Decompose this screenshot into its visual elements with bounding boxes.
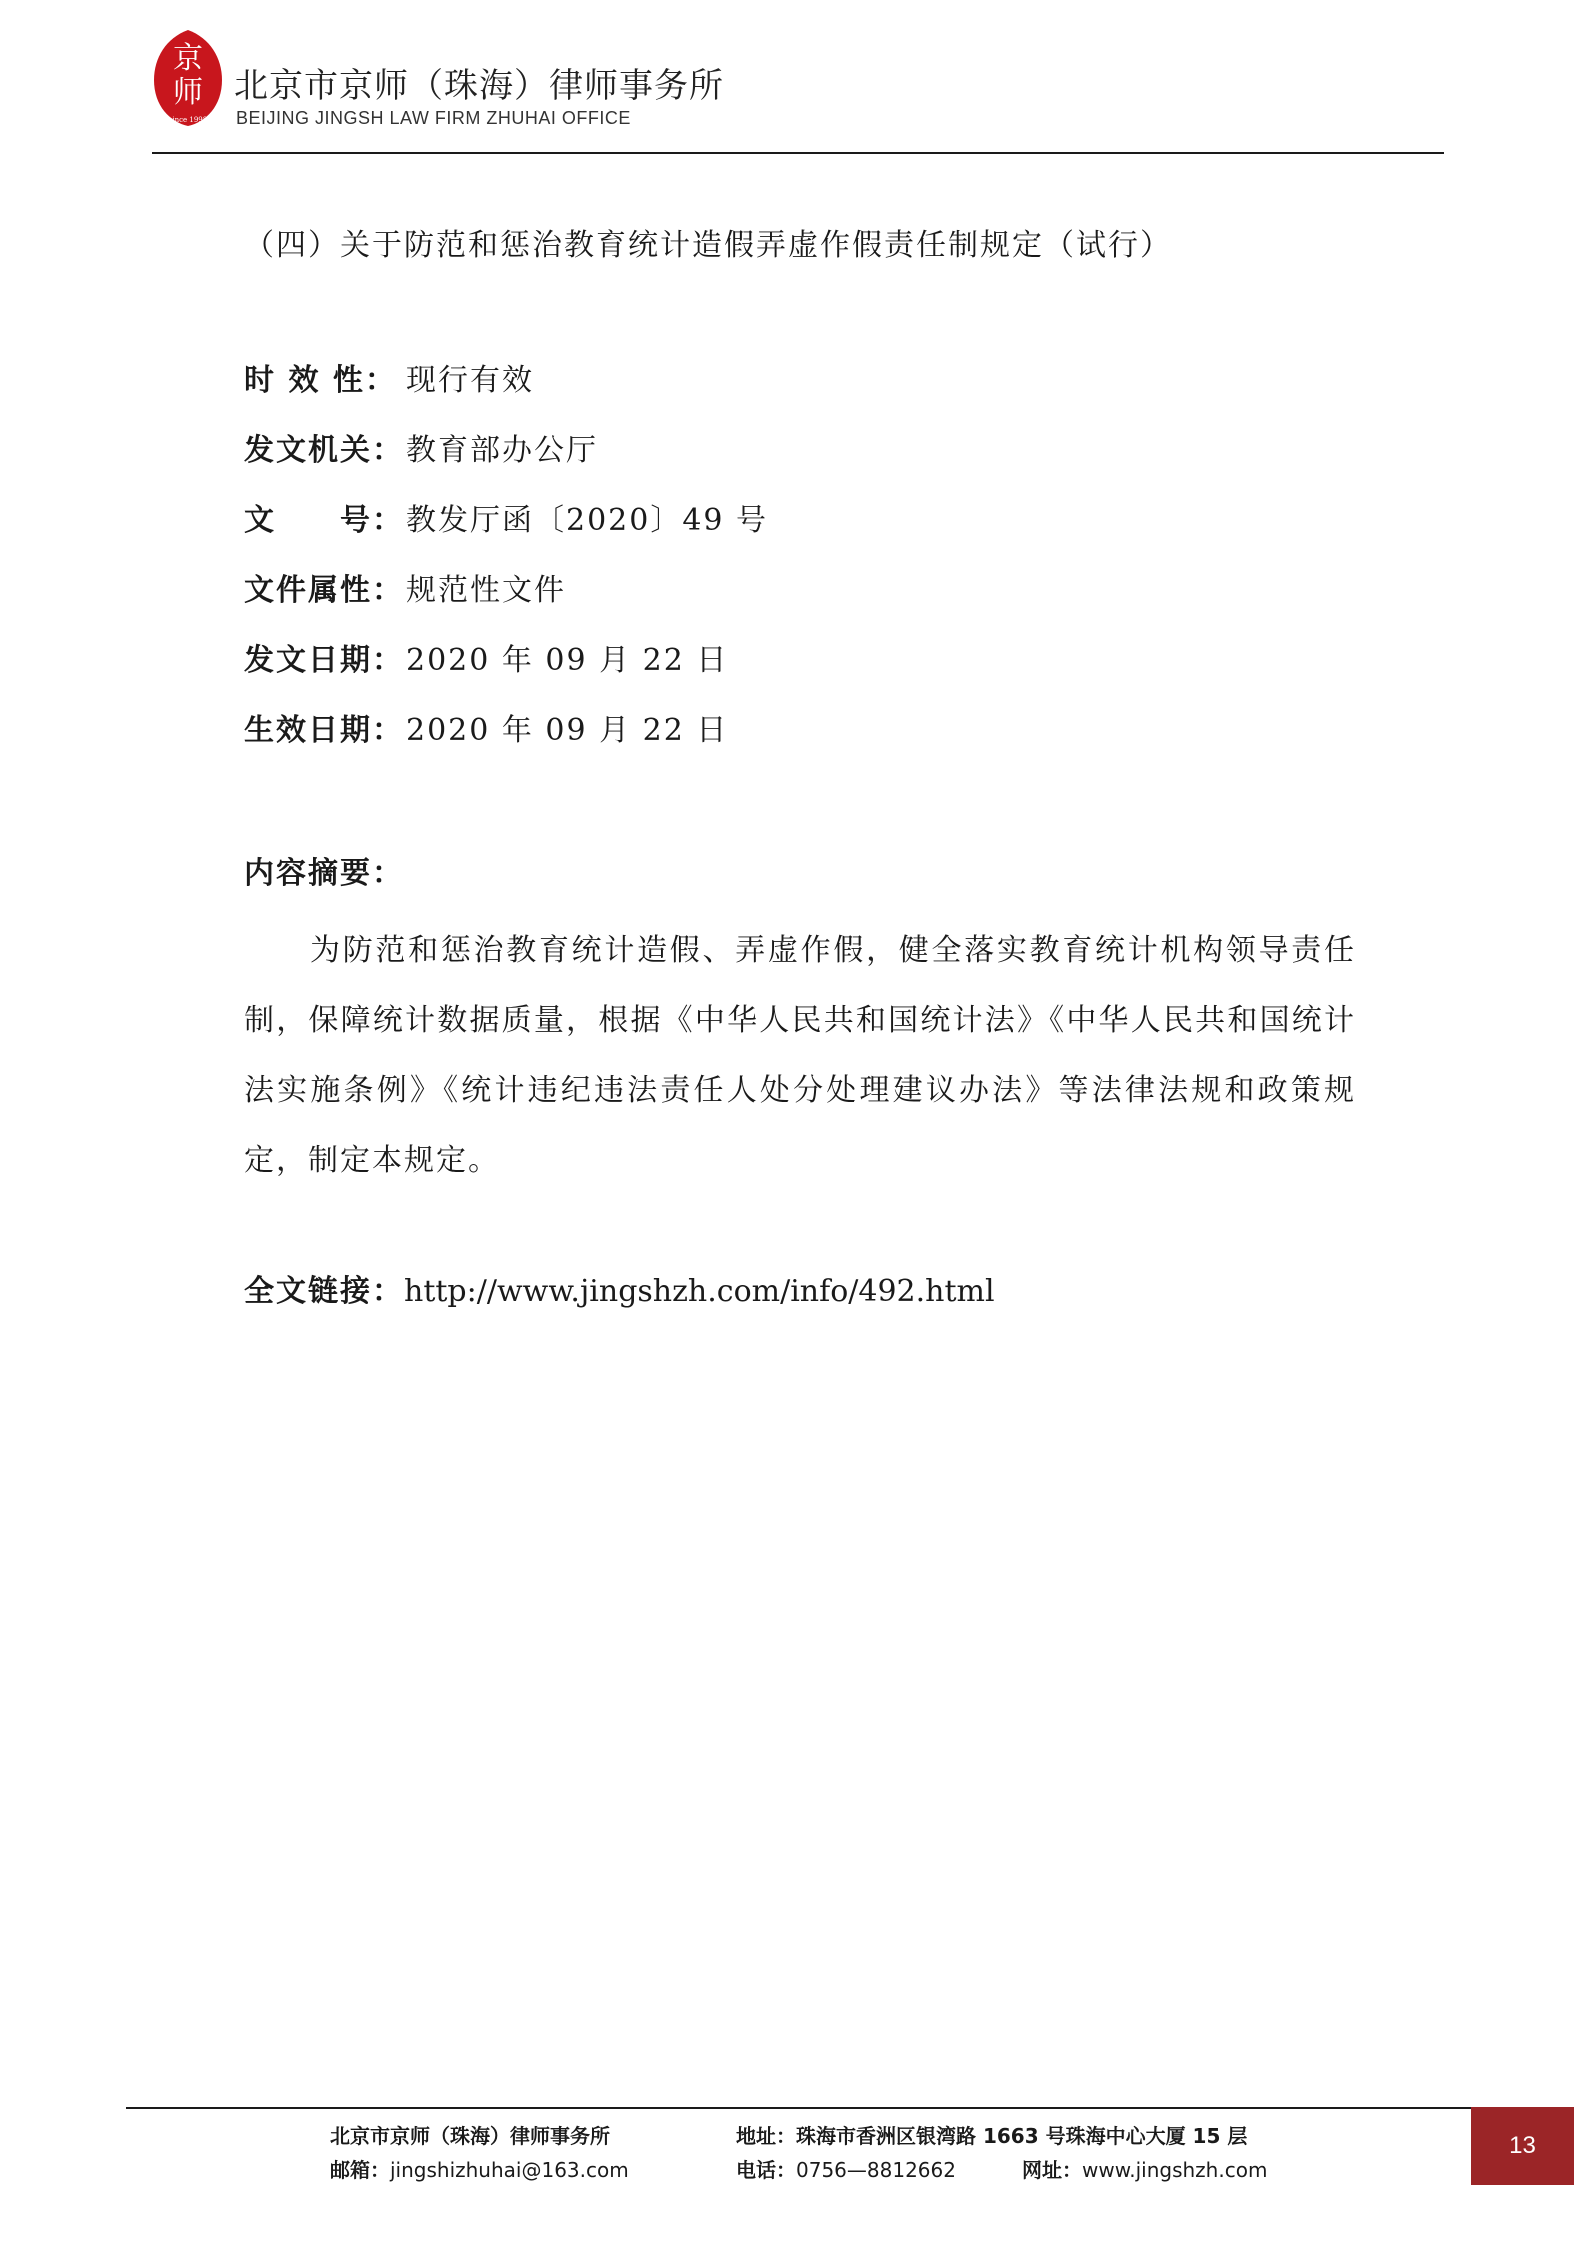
meta-row-effective-date (244, 710, 768, 780)
footer-phone: 0756—8812662 (796, 2158, 956, 2182)
full-text-link-row (244, 1266, 995, 1310)
meta-label: 文件属性： (244, 573, 404, 608)
footer-address-label: 地址： (736, 2124, 796, 2148)
full-text-link[interactable]: http://www.jingshzh.com/info/492.html (404, 1274, 995, 1309)
logo-since: since 1998 (168, 116, 208, 124)
document-metadata (244, 360, 768, 780)
header-divider (152, 152, 1444, 154)
page-number: 13 (1509, 2132, 1536, 2159)
meta-label: 文 号： (244, 503, 404, 538)
meta-value: 2020 年 09 月 22 日 (406, 713, 729, 748)
logo-glyph-bottom: 师 (173, 75, 203, 110)
page-header (152, 28, 1442, 152)
summary-text: 为防范和惩治教育统计造假、弄虚作假，健全落实教育统计机构领导责任制，保障统计数据质量，根据《中华人民共和国统计法》《中华人民共和国统计法实施条例》《统计违纪违法责任人处分处理建议办法》等法律法规和政策规定，制定本规定。 (244, 933, 1356, 1178)
meta-value: 2020 年 09 月 22 日 (406, 643, 729, 678)
meta-value: 现行有效 (406, 363, 534, 398)
firm-name-en: BEIJING JINGSH LAW FIRM ZHUHAI OFFICE (236, 108, 631, 128)
meta-label: 时 效 性： (244, 363, 397, 398)
summary-heading: 内容摘要： (244, 856, 404, 891)
footer-email-label: 邮箱： (330, 2158, 390, 2182)
document-title: （四）关于防范和惩治教育统计造假弄虚作假责任制规定（试行） (244, 228, 1172, 263)
meta-row-doc-type (244, 570, 768, 640)
meta-value: 规范性文件 (406, 573, 566, 608)
footer-row-1 (330, 2120, 1330, 2154)
footer-row-2 (330, 2154, 1330, 2188)
footer-website[interactable]: www.jingshzh.com (1082, 2158, 1268, 2182)
firm-name-cn: 北京市京师（珠海）律师事务所 (234, 66, 724, 106)
full-text-link-label: 全文链接： (244, 1274, 404, 1309)
meta-label: 发文机关： (244, 433, 404, 468)
meta-row-doc-number (244, 500, 768, 570)
meta-row-issuer (244, 430, 768, 500)
footer-email[interactable]: jingshizhuhai@163.com (390, 2158, 629, 2182)
page-footer (330, 2120, 1330, 2188)
firm-logo (152, 28, 224, 128)
meta-row-validity (244, 360, 768, 430)
footer-divider (126, 2107, 1471, 2109)
meta-label: 生效日期： (244, 713, 404, 748)
footer-address: 珠海市香洲区银湾路 1663 号珠海中心大厦 15 层 (796, 2124, 1248, 2148)
meta-row-issue-date (244, 640, 768, 710)
page-number-badge (1471, 2107, 1574, 2185)
footer-firm-name: 北京市京师（珠海）律师事务所 (330, 2124, 610, 2148)
logo-glyph-top: 京 (173, 41, 203, 76)
meta-label: 发文日期： (244, 643, 404, 678)
meta-value: 教育部办公厅 (406, 433, 598, 468)
footer-website-label: 网址： (1022, 2158, 1082, 2182)
meta-value: 教发厅函〔2020〕49 号 (406, 503, 769, 538)
footer-phone-label: 电话： (736, 2158, 796, 2182)
